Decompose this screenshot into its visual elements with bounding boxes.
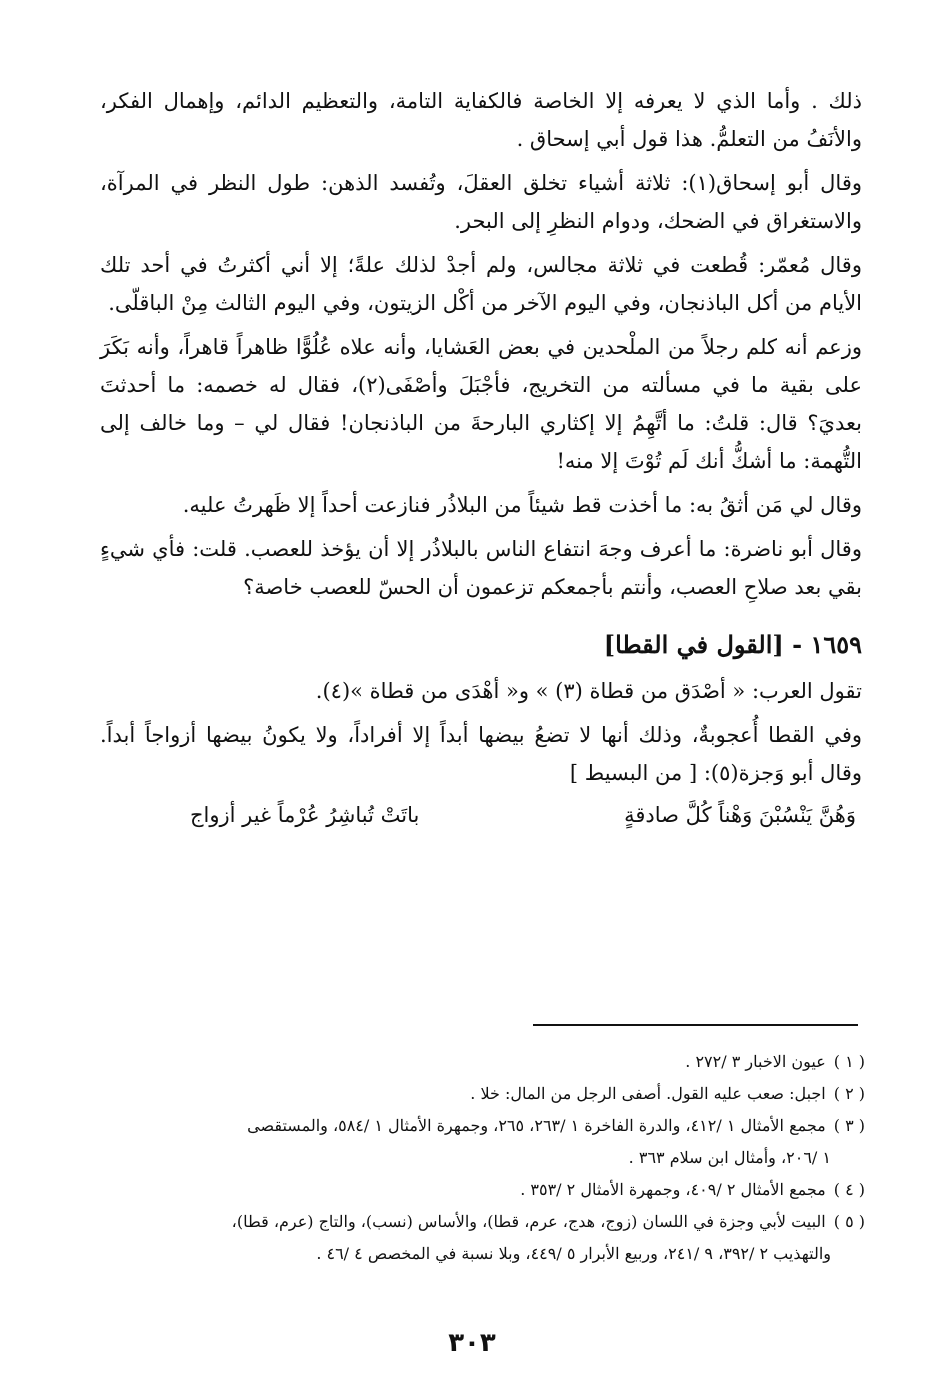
footnote-text: مجمع الأمثال ١ /٤١٢، والدرة الفاخرة ١ /٢٦٣، ٢٦٥، وجمهرة الأمثال ١ /٥٨٤، والمستقصى (247, 1116, 826, 1135)
section-paragraph-1: تقول العرب: « أصْدَق من قطاة (٣) » و« أهْدَى من قطاة »(٤). (315, 679, 862, 703)
footnote-3 (80, 1110, 865, 1142)
footnote-2 (80, 1078, 865, 1110)
body-paragraph-1: ذلك . وأما الذي لا يعرفه إلا الخاصة فالكفاية التامة، والتعظيم الدائم، وإهمال الفكر، والأنَفُ من التعلمُّ. هذا قول أبي إسحاق . (100, 89, 862, 151)
page-body (100, 82, 862, 834)
footnote-1 (80, 1046, 865, 1078)
footnote-number: ( ٥ ) (833, 1212, 865, 1231)
footnote-separator (533, 1024, 858, 1026)
footnote-number: ( ١ ) (833, 1052, 865, 1071)
footnote-number: ( ٢ ) (833, 1084, 865, 1103)
verse-right-hemistich: وَهُنَّ يَنْسُبْنَ وَهْناً كُلَّ صادقةٍ (624, 803, 856, 827)
footnote-number: ( ٣ ) (833, 1116, 865, 1135)
footnote-3-continued: ١ /٢٠٦، وأمثال ابن سلام ٣٦٣ . (628, 1148, 831, 1167)
footnote-4 (80, 1174, 865, 1206)
footnote-number: ( ٤ ) (833, 1180, 865, 1199)
body-paragraph-4: وزعم أنه كلم رجلاً من الملْحدين في بعض العَشايا، وأنه علاه عُلُوًّا ظاهراً قاهراً، وأنه بَكَرَ على بقية ما في مسألته من التخريج، فأجْبَلَ وأصْفَى(٢)، فقال له خصمه: ما أحدثتَ بعديَ؟ قال: قلتُ: ما أتَّهِمُ إلا إكثاري البارحةَ من الباذنجان! فقال لي – وما خالف إلى التُّهمة: ما أشكُّ أنك لَم تُوْتَ إلا منه! (100, 335, 862, 473)
body-paragraph-6: وقال أبو ناضرة: ما أعرف وجهَ انتفاع الناس بالبلاذُر إلا أن يؤخذ للعصب. قلت: فأي شيءٍ بقي بعد صلاحِ العصب، وأنتم بأجمعكم تزعمون أن الحسّ للعصب خاصة؟ (100, 537, 862, 599)
footnote-text: عيون الاخبار ٣ /٢٧٢ . (685, 1052, 826, 1071)
footnote-text: اجبل: صعب عليه القول. أصفى الرجل من المال: خلا . (470, 1084, 826, 1103)
footnotes (80, 1046, 865, 1270)
section-heading: ١٦٥٩ - [القول في القطا] (603, 630, 862, 659)
body-paragraph-2: وقال أبو إسحاق(١): ثلاثة أشياء تخلق العقلَ، وتُفسد الذهن: طول النظر في المرآة، والاستغراق في الضحك، ودوام النظرِ إلى البحر. (100, 171, 863, 233)
footnote-5 (80, 1206, 865, 1238)
footnote-text: البيت لأبي وجزة في اللسان (زوج، هدج، عرم، قطا)، والأساس (نسب)، والتاج (عرم، قطا)، (231, 1212, 826, 1231)
body-paragraph-5: وقال لي مَن أثقُ به: ما أخذت قط شيئاً من البلاذُر فنازعت أحداً إلا ظَهرتُ عليه. (182, 493, 862, 517)
verse-left-hemistich: باتَتْ تُباشِرُ عُرْماً غير أزواج (190, 803, 420, 827)
page-number: ٣٠٣ (448, 1328, 496, 1358)
poem-verse (100, 796, 862, 834)
footnote-5-continued: والتهذيب ٢ /٣٩٢، ٩ /٢٤١، وربيع الأبرار ٥ /٤٤٩، وبلا نسبة في المخصص ٤ /٤٦ . (316, 1244, 831, 1263)
section-paragraph-2: وفي القطا أُعجوبةٌ، وذلك أنها لا تضعُ بيضها أبداً إلا أفراداً، ولا يكونُ بيضها أزواجاً أبداً. وقال أبو وَجزة(٥): [ من البسيط ] (100, 723, 862, 785)
body-paragraph-3: وقال مُعمّر: قُطعت في ثلاثة مجالس، ولم أجدْ لذلك علةً؛ إلا أني أكثرتُ في أحد تلك الأيام من أكل الباذنجان، وفي اليوم الآخر من أكْل الزيتون، وفي اليوم الثالث مِنْ الباقلّى. (100, 253, 862, 315)
footnote-text: مجمع الأمثال ٢ /٤٠٩، وجمهرة الأمثال ٢ /٣٥٣ . (520, 1180, 826, 1199)
